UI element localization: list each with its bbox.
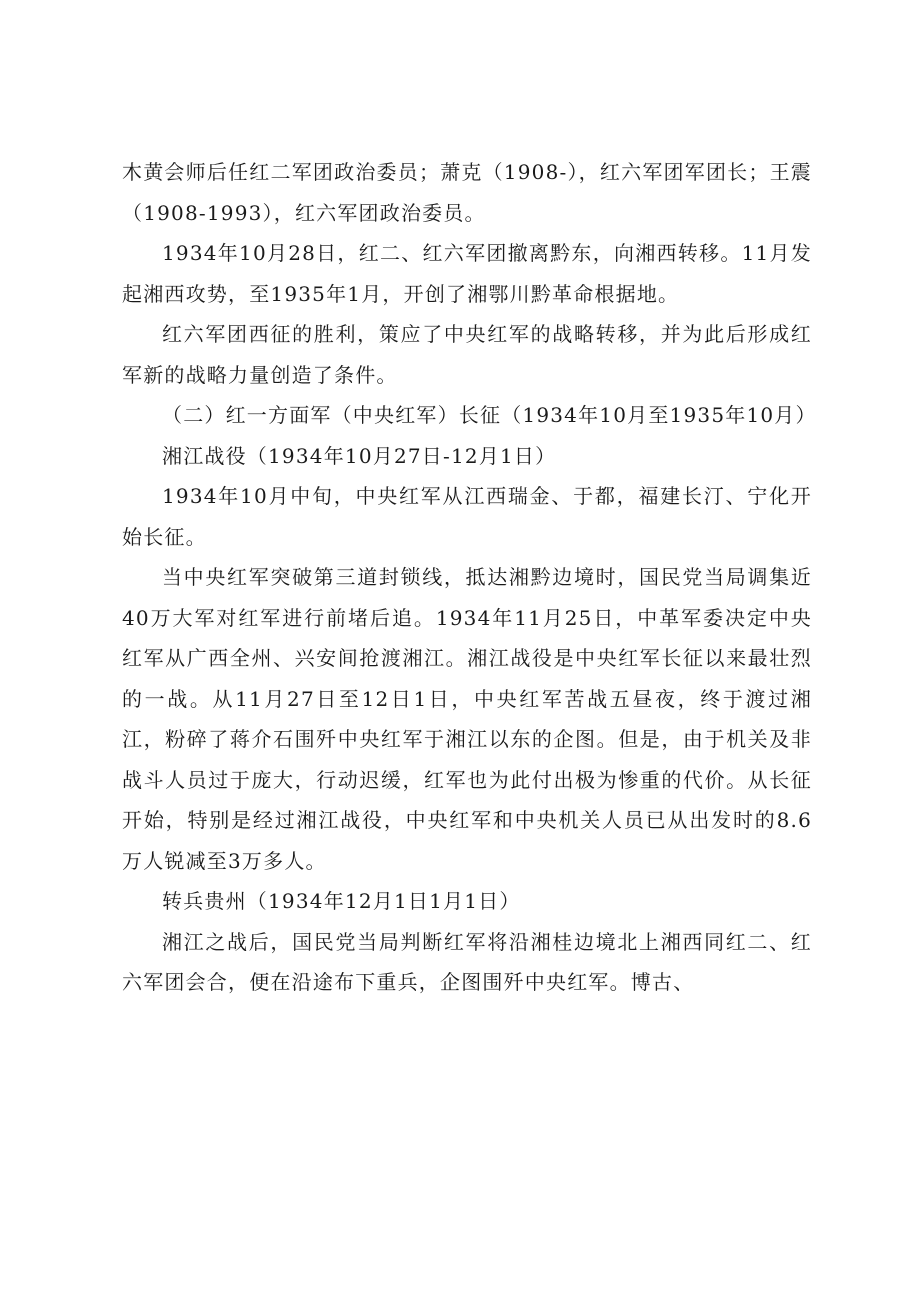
paragraph-western-expedition-victory: 红六军团西征的胜利，策应了中央红军的战略转移，并为此后形成红军新的战略力量创造了条件。 [122,322,812,387]
document-body [122,152,817,1003]
section-heading-first-front-army: （二）红一方面军（中央红军）长征（1934年10月至1935年10月） [162,403,817,427]
paragraph-after-xiangjiang: 湘江之战后，国民党当局判断红军将沿湘桂边境北上湘西同红二、红六军团会合，便在沿途布下重兵，企图围歼中央红军。博古、 [122,929,812,994]
paragraph-long-march-start: 1934年10月中旬，中央红军从江西瑞金、于都，福建长汀、宁化开始长征。 [122,484,812,549]
paragraph-xiangjiang-details: 当中央红军突破第三道封锁线，抵达湘黔边境时，国民党当局调集近40万大军对红军进行前堵后追。1934年11月25日，中革军委决定中央红军从广西全州、兴安间抢渡湘江。湘江战役是中央红军长征以来最壮烈的一战。从11月27日至12日1日，中央红军苦战五昼夜，终于渡过湘江，粉碎了蒋介石围歼中央红军于湘江以东的企图。但是，由于机关及非战斗人员过于庞大，行动迟缓，红军也为此付出极为惨重的代价。从长征开始，特别是经过湘江战役，中央红军和中央机关人员已从出发时的8.6万人锐减至3万多人。 [122,565,812,873]
paragraph-officers: 木黄会师后任红二军团政治委员；萧克（1908-），红六军团军团长；王震（1908-1993），红六军团政治委员。 [122,160,812,225]
subheading-turn-to-guizhou: 转兵贵州（1934年12月1日1月1日） [162,889,521,913]
paragraph-transfer-west-hunan: 1934年10月28日，红二、红六军团撤离黔东，向湘西转移。11月发起湘西攻势，至1935年1月，开创了湘鄂川黔革命根据地。 [122,241,812,306]
subheading-xiangjiang-battle: 湘江战役（1934年10月27日-12月1日） [162,443,557,468]
